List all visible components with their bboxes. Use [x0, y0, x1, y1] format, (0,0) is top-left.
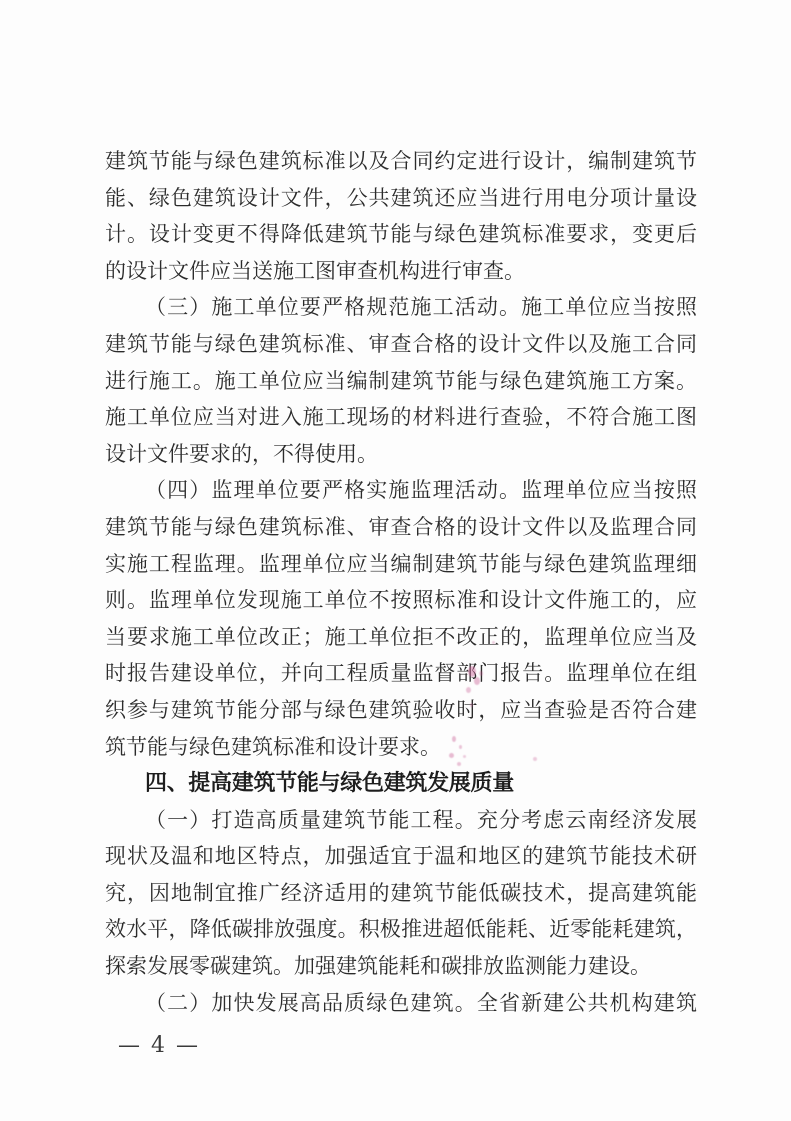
text-line: （三）施工单位要严格规范施工活动。施工单位应当按照	[145, 295, 697, 320]
text-line: 效水平，降低碳排放强度。积极推进超低能耗、近零能耗建筑，	[105, 917, 697, 942]
text-line: 的设计文件应当送施工图审查机构进行审查。	[105, 258, 525, 283]
text-line: 计。设计变更不得降低建筑节能与绿色建筑标准要求，变更后	[105, 222, 697, 247]
text-line: 筑节能与绿色建筑标准和设计要求。	[105, 734, 441, 759]
text-line: 施工单位应当对进入施工现场的材料进行查验，不符合施工图	[105, 405, 697, 430]
text-line: 织参与建筑节能分部与绿色建筑验收时，应当查验是否符合建	[105, 697, 697, 722]
text-line: 当要求施工单位改正；施工单位拒不改正的，监理单位应当及	[105, 624, 697, 649]
text-line: 能、绿色建筑设计文件，公共建筑还应当进行用电分项计量设	[105, 185, 697, 210]
text-line: 现状及温和地区特点，加强适宜于温和地区的建筑节能技术研	[105, 844, 697, 869]
section-heading: 四、提高建筑节能与绿色建筑发展质量	[145, 770, 514, 796]
text-line: 设计文件要求的，不得使用。	[105, 441, 378, 466]
text-line: 建筑节能与绿色建筑标准、审查合格的设计文件以及施工合同	[105, 331, 697, 356]
text-line: （一）打造高质量建筑节能工程。充分考虑云南经济发展	[145, 807, 697, 832]
text-line: 实施工程监理。监理单位应当编制建筑节能与绿色建筑监理细	[105, 551, 697, 576]
text-line: 探索发展零碳建筑。加强建筑能耗和碳排放监测能力建设。	[105, 954, 651, 979]
body-text	[105, 143, 697, 1021]
text-line: 时报告建设单位，并向工程质量监督部门报告。监理单位在组	[105, 661, 697, 686]
text-line: 建筑节能与绿色建筑标准以及合同约定进行设计，编制建筑节	[105, 149, 697, 173]
text-line: 进行施工。施工单位应当编制建筑节能与绿色建筑施工方案。	[105, 368, 697, 393]
text-line: 究，因地制宜推广经济适用的建筑节能低碳技术，提高建筑能	[105, 880, 697, 905]
text-line: 建筑节能与绿色建筑标准、审查合格的设计文件以及监理合同	[105, 514, 697, 539]
text-line: （二）加快发展高品质绿色建筑。全省新建公共机构建筑	[145, 990, 697, 1015]
text-line: 则。监理单位发现施工单位不按照标准和设计文件施工的，应	[105, 588, 697, 613]
text-line: （四）监理单位要严格实施监理活动。监理单位应当按照	[145, 478, 697, 503]
page-number: — 4 —	[118, 1033, 200, 1058]
